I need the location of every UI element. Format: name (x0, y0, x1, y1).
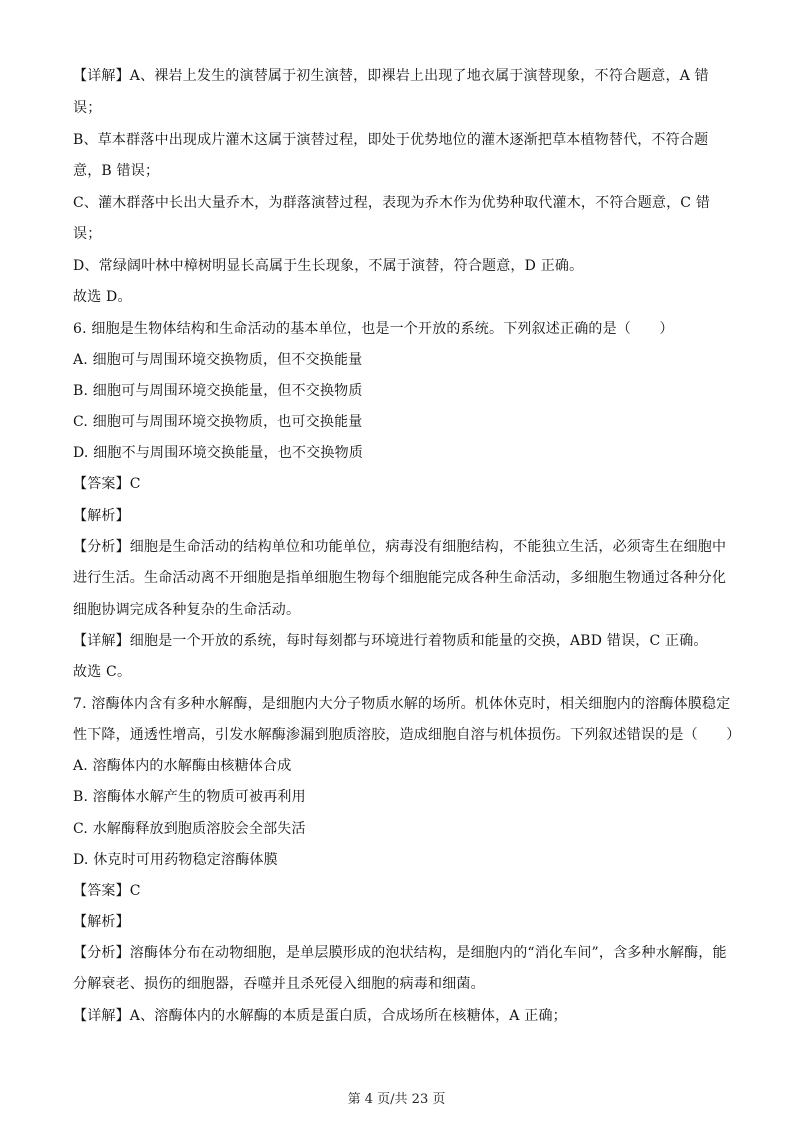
text-line-5: C、灌木群落中长出大量乔木，为群落演替过程，表现为乔木作为优势种取代灌木，不符合题意，C 错 (73, 195, 711, 211)
question-6-option-c: C. 细胞可与周围环境交换物质，也可交换能量 (73, 414, 363, 430)
question-7-option-d: D. 休克时可用药物稳定溶酶体膜 (73, 852, 278, 868)
question-6-conclusion: 故选 C。 (73, 664, 132, 680)
question-7-option-b: B. 溶酶体水解产生的物质可被再利用 (73, 789, 306, 805)
question-6-option-b: B. 细胞可与周围环境交换能量，但不交换物质 (73, 383, 363, 399)
question-7-analysis-heading: 【解析】 (73, 914, 130, 930)
question-6-answer: 【答案】C (73, 476, 141, 492)
question-7-detail-line-1: 【详解】A、溶酶体内的水解酶的本质是蛋白质，合成场所在核糖体，A 正确； (73, 1008, 567, 1024)
text-line-1: 【详解】A、裸岩上发生的演替属于初生演替，即裸岩上出现了地衣属于演替现象，不符合题意，A 错 (73, 68, 709, 84)
question-6-analysis-line-1: 【分析】细胞是生命活动的结构单位和功能单位，病毒没有细胞结构，不能独立生活，必须寄生在细胞中 (73, 539, 727, 555)
question-7-option-a: A. 溶酶体内的水解酶由核糖体合成 (73, 758, 292, 774)
text-line-4: 意，B 错误； (73, 163, 160, 179)
question-6-stem: 6. 细胞是生物体结构和生命活动的基本单位，也是一个开放的系统。下列叙述正确的是（ ） (73, 321, 674, 337)
question-6-analysis-line-3: 细胞协调完成各种复杂的生命活动。 (73, 602, 301, 618)
question-6-option-d: D. 细胞不与周围环境交换能量，也不交换物质 (73, 445, 364, 461)
text-line-7: D、常绿阔叶林中樟树明显长高属于生长现象，不属于演替，符合题意，D 正确。 (73, 258, 584, 274)
text-line-2: 误； (73, 100, 102, 116)
question-6-analysis-line-2: 进行生活。生命活动离不开细胞是指单细胞生物每个细胞能完成各种生命活动，多细胞生物通过各种分化 (73, 570, 727, 586)
question-6-analysis-heading: 【解析】 (73, 508, 130, 524)
question-7-analysis-line-1: 【分析】溶酶体分布在动物细胞，是单层膜形成的泡状结构，是细胞内的“消化车间”，含多种水解酶，能 (73, 945, 727, 961)
question-7-answer: 【答案】C (73, 883, 141, 899)
question-7-option-c: C. 水解酶释放到胞质溶胶会全部失活 (73, 821, 306, 837)
text-line-3: B、草本群落中出现成片灌木这属于演替过程，即处于优势地位的灌木逐渐把草本植物替代，不符合题 (73, 132, 709, 148)
question-7-stem-line-1: 7. 溶酶体内含有多种水解酶，是细胞内大分子物质水解的场所。机体休克时，相关细胞内的溶酶体膜稳定 (73, 696, 731, 712)
question-6-detail: 【详解】细胞是一个开放的系统，每时每刻都与环境进行着物质和能量的交换，ABD 错误，C 正确。 (73, 633, 708, 649)
page-number-footer: 第 4 页/共 23 页 (347, 1092, 446, 1107)
question-7-analysis-line-2: 分解衰老、损伤的细胞器，吞噬并且杀死侵入细胞的病毒和细菌。 (73, 976, 485, 992)
text-line-6: 误； (73, 226, 102, 242)
text-line-8: 故选 D。 (73, 289, 132, 305)
question-6-option-a: A. 细胞可与周围环境交换物质，但不交换能量 (73, 352, 363, 368)
question-7-stem-line-2: 性下降，通透性增高，引发水解酶渗漏到胞质溶胶，造成细胞自溶与机体损伤。下列叙述错误的是（ ） (73, 727, 741, 743)
